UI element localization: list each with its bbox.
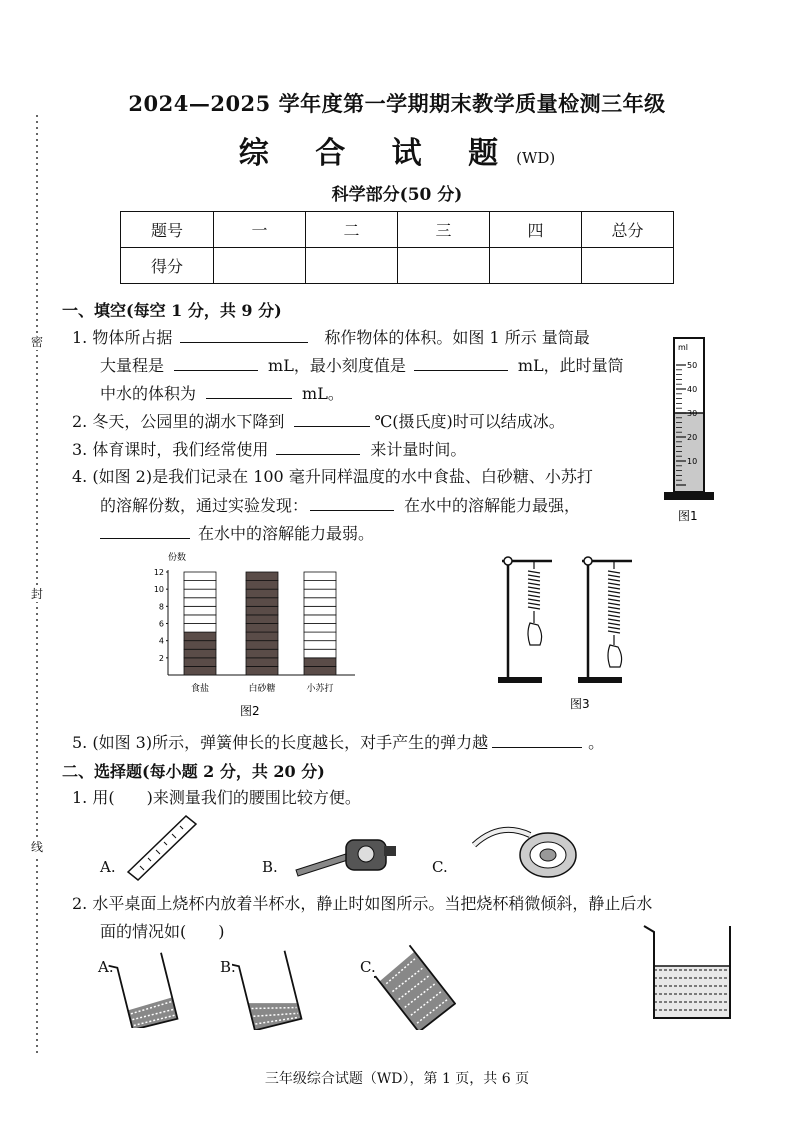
chart-bar-segment-filled — [246, 649, 278, 658]
figure2-bar-chart — [140, 550, 360, 720]
chart-bar-segment-filled — [184, 641, 216, 650]
score-input-cell[interactable] — [582, 248, 674, 284]
cylinder-unit: ml — [678, 343, 689, 352]
q4-blank-1[interactable] — [310, 494, 394, 511]
ruler-icon — [120, 812, 200, 882]
figure2-caption: 图2 — [240, 704, 260, 718]
chart-y-tick-label: 8 — [158, 602, 164, 612]
q4-line2: 的溶解份数，通过实验发现： 在水中的溶解能力最强， — [100, 496, 581, 515]
chart-bar-segment-empty — [304, 581, 336, 590]
chart-bar-segment-filled — [304, 658, 336, 667]
score-cell: 一 — [214, 212, 306, 248]
score-row-label: 得分 — [121, 248, 214, 284]
chart-y-tick-label: 6 — [158, 619, 164, 629]
chart-bar-segment-filled — [246, 624, 278, 633]
chart-bar-segment-filled — [184, 666, 216, 675]
q1-blank-3[interactable] — [414, 354, 508, 371]
chart-y-tick-label: 2 — [158, 653, 164, 663]
page-footer: 三年级综合试题（WD），第 1 页，共 6 页 — [264, 1071, 530, 1087]
chart-bar-segment-empty — [304, 606, 336, 615]
chart-bar-segment-filled — [246, 666, 278, 675]
chart-bar-segment-empty — [304, 598, 336, 607]
q2-blank[interactable] — [294, 410, 370, 427]
tilted-beaker-c — [374, 944, 456, 1030]
beaker-reference — [640, 922, 740, 1022]
score-table — [120, 211, 674, 284]
cylinder-label-50: 50 — [687, 361, 698, 370]
chart-bar-segment-empty — [304, 632, 336, 641]
cylinder-label-20: 20 — [687, 433, 698, 442]
exam-subtitle: 科学部分(50 分) — [331, 185, 463, 205]
chart-bar-segment-empty — [304, 572, 336, 581]
stand-left — [498, 557, 552, 683]
margin-mark-mi: 密 — [31, 335, 44, 349]
chart-bar-segment-empty — [304, 615, 336, 624]
chart-bar-segment-filled — [304, 666, 336, 675]
chart-bar-segment-empty — [184, 572, 216, 581]
chart-bar-segment-empty — [184, 606, 216, 615]
cylinder-label-40: 40 — [687, 385, 698, 394]
q2-line: 2. 冬天，公园里的湖水下降到 ℃(摄氏度)时可以结成冰。 — [72, 412, 565, 431]
q5-blank[interactable] — [492, 731, 582, 748]
figure1-caption: 图1 — [678, 509, 698, 523]
tilted-beaker-a — [108, 948, 180, 1028]
mc-q2-option-a[interactable]: A. — [98, 958, 114, 976]
score-cell: 三 — [398, 212, 490, 248]
section2-heading: 二、选择题(每小题 2 分，共 20 分) — [62, 762, 325, 781]
chart-bar-segment-empty — [184, 589, 216, 598]
mc-q1-option-a[interactable]: A. — [100, 858, 116, 876]
cylinder-label-10: 10 — [687, 457, 698, 466]
margin-mark-xian: 线 — [31, 840, 44, 854]
score-table-score-row — [121, 248, 674, 284]
score-cell: 总分 — [582, 212, 674, 248]
chart-bar-segment-filled — [246, 589, 278, 598]
chart-y-tick-label: 4 — [158, 636, 164, 646]
q1-blank-1[interactable] — [180, 326, 308, 343]
chart-bar-segment-filled — [246, 598, 278, 607]
cylinder-base — [664, 492, 714, 500]
chart-bar-segment-empty — [304, 589, 336, 598]
tape-measure-icon — [292, 832, 402, 880]
chart-bar-segment-empty — [304, 649, 336, 658]
chart-bar-segment-filled — [246, 641, 278, 650]
chart-category-label: 小苏打 — [306, 684, 334, 694]
score-input-cell[interactable] — [306, 248, 398, 284]
mc-q2-line2: 面的情况如( ) — [100, 922, 225, 941]
chart-bar-segment-empty — [184, 598, 216, 607]
q3-line: 3. 体育课时，我们经常使用 来计量时间。 — [72, 440, 467, 459]
q1-line2: 大量程是 mL，最小刻度值是 mL，此时量筒 — [100, 356, 624, 375]
score-table-header-row — [121, 212, 674, 248]
chart-bar-segment-empty — [304, 624, 336, 633]
spring-long-icon — [608, 561, 620, 645]
margin-mark-feng: 封 — [31, 587, 44, 601]
soft-tape-measure-icon — [470, 815, 580, 883]
chart-bar-segment-empty — [304, 641, 336, 650]
chart-bar-segment-filled — [184, 632, 216, 641]
hand-icon — [528, 623, 542, 645]
chart-category-label: 白砂糖 — [248, 684, 276, 694]
q1-blank-2[interactable] — [174, 354, 258, 371]
chart-category-label: 食盐 — [190, 684, 210, 694]
q4-blank-2[interactable] — [100, 522, 190, 539]
tilted-beaker-b — [232, 948, 304, 1030]
mc-q2-option-b[interactable]: B. — [220, 958, 236, 976]
exam-code: (WD) — [516, 149, 556, 167]
q4-line3: 在水中的溶解能力最弱。 — [100, 522, 374, 545]
exam-title-line1: 2024—2025 学年度第一学期期末教学质量检测三年级 — [128, 91, 666, 116]
figure1-cylinder — [660, 330, 720, 526]
section1-heading: 一、填空(每空 1 分，共 9 分) — [62, 301, 282, 320]
figure3-caption: 图3 — [570, 697, 590, 711]
chart-bar-segment-filled — [246, 572, 278, 581]
mc-q1-option-c[interactable]: C. — [432, 858, 448, 876]
score-input-cell[interactable] — [398, 248, 490, 284]
score-input-cell[interactable] — [214, 248, 306, 284]
chart-bar-segment-filled — [246, 632, 278, 641]
chart-y-axis-label: 份数 — [168, 553, 187, 563]
mc-q1-text: 1. 用( )来测量我们的腰围比较方便。 — [72, 788, 361, 807]
score-input-cell[interactable] — [490, 248, 582, 284]
cylinder-label-30: 30 — [687, 409, 698, 418]
score-cell: 题号 — [121, 212, 214, 248]
score-cell: 二 — [306, 212, 398, 248]
chart-bar-segment-filled — [184, 649, 216, 658]
chart-bar-segment-filled — [246, 581, 278, 590]
chart-bar-segment-filled — [246, 615, 278, 624]
mc-q2-line1: 2. 水平桌面上烧杯内放着半杯水，静止时如图所示。当把烧杯稍微倾斜，静止后水 — [72, 894, 653, 913]
chart-bar-segment-empty — [184, 581, 216, 590]
chart-bar-segment-filled — [246, 606, 278, 615]
hand-icon — [608, 645, 622, 667]
mc-q1-option-b[interactable]: B. — [262, 858, 278, 876]
chart-bar-segment-filled — [246, 658, 278, 667]
score-cell: 四 — [490, 212, 582, 248]
chart-bar-segment-empty — [184, 624, 216, 633]
mc-q2-option-c[interactable]: C. — [360, 958, 376, 976]
figure3-springs — [490, 553, 650, 713]
spring-short-icon — [528, 561, 540, 623]
q1-line1: 1. 物体所占据 称作物体的体积。如图 1 所示 量筒最 — [72, 328, 590, 347]
q5-line: 5. (如图 3)所示，弹簧伸长的长度越长，对手产生的弹力越 。 — [72, 733, 605, 752]
q4-line1: 4. (如图 2)是我们记录在 100 毫升同样温度的水中食盐、白砂糖、小苏打 — [72, 467, 593, 486]
q1-blank-4[interactable] — [206, 382, 292, 399]
q1-line3: 中水的体积为 mL。 — [100, 384, 344, 403]
q3-blank[interactable] — [276, 438, 360, 455]
stand-right — [578, 557, 632, 683]
chart-y-tick-label: 10 — [153, 585, 164, 595]
chart-bar-segment-filled — [184, 658, 216, 667]
chart-y-tick-label: 12 — [153, 568, 164, 577]
exam-title-main: 综 合 试 题(WD) — [238, 136, 556, 171]
chart-bar-segment-empty — [184, 615, 216, 624]
